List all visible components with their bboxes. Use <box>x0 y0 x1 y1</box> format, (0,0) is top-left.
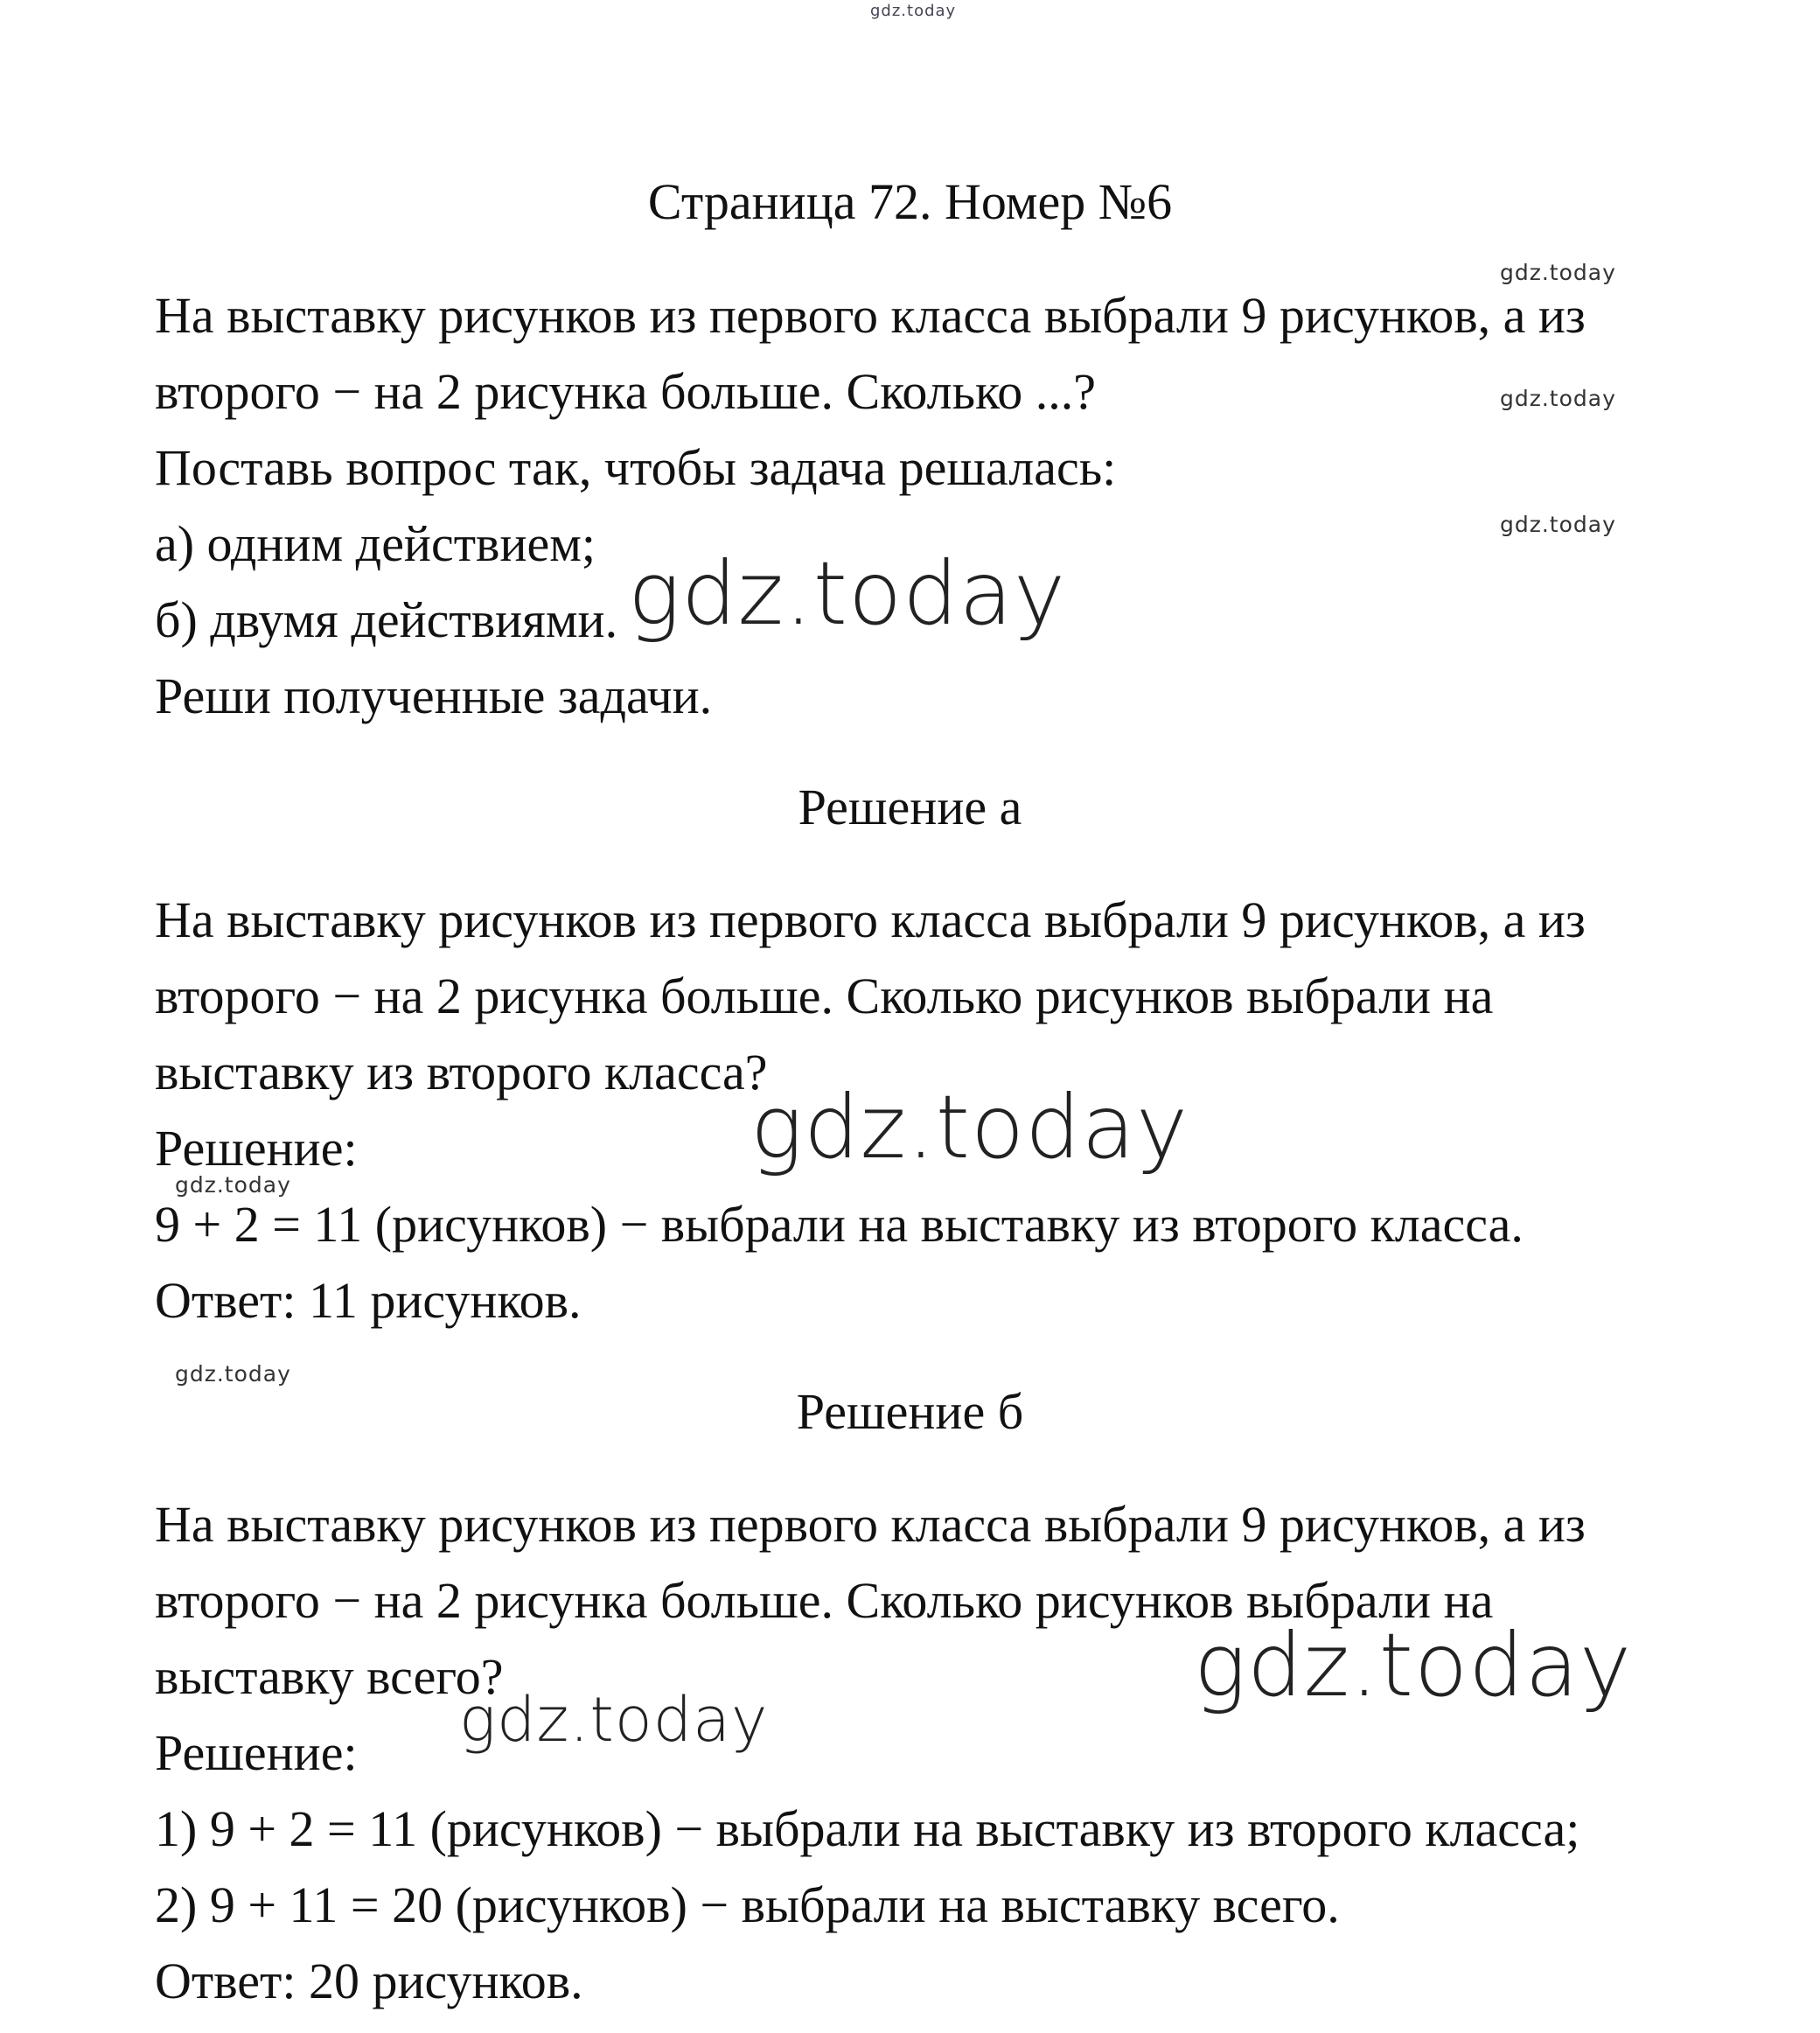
solution-a-line-5: 9 + 2 = 11 (рисунков) − выбрали на выставку из второго класса. <box>155 1196 1524 1253</box>
solution-a-line-3: выставку из второго класса? <box>155 1044 768 1100</box>
solution-a-line-1: На выставку рисунков из первого класса выбрали 9 рисунков, а из <box>155 891 1586 948</box>
task-line-6: Реши полученные задачи. <box>155 667 713 724</box>
solution-a-line-2: второго − на 2 рисунка больше. Сколько рисунков выбрали на <box>155 968 1494 1024</box>
watermark-small-1: gdz.today <box>1500 260 1616 285</box>
solution-b-line-2: второго − на 2 рисунка больше. Сколько рисунков выбрали на <box>155 1572 1494 1629</box>
task-line-2: второго − на 2 рисунка больше. Сколько ...? <box>155 363 1097 420</box>
page-title: Страница 72. Номер №6 <box>647 173 1173 230</box>
solution-b-line-5: 1) 9 + 2 = 11 (рисунков) − выбрали на выставку из второго класса; <box>155 1800 1580 1857</box>
watermark-small-3: gdz.today <box>1500 512 1616 537</box>
solution-b-heading: Решение б <box>796 1383 1024 1440</box>
task-line-4: а) одним действием; <box>155 515 596 572</box>
solution-b-line-3: выставку всего? <box>155 1648 504 1705</box>
solution-b-line-1: На выставку рисунков из первого класса выбрали 9 рисунков, а из <box>155 1496 1586 1553</box>
solution-b-line-4: Решение: <box>155 1724 358 1781</box>
task-line-5: б) двумя действиями. <box>155 591 618 648</box>
solution-a-line-4: Решение: <box>155 1120 358 1177</box>
watermark-small-4: gdz.today <box>175 1172 291 1198</box>
watermark-large-1: gdz.today <box>628 542 1067 645</box>
solution-a-heading: Решение а <box>798 779 1022 835</box>
watermark-top: gdz.today <box>870 2 957 20</box>
watermark-medium-1: gdz.today <box>459 1684 769 1756</box>
solution-a-line-6: Ответ: 11 рисунков. <box>155 1272 582 1329</box>
watermark-small-2: gdz.today <box>1500 386 1616 411</box>
solution-b-line-7: Ответ: 20 рисунков. <box>155 1953 583 2009</box>
task-line-3: Поставь вопрос так, чтобы задача решалась: <box>155 439 1117 496</box>
watermark-large-2: gdz.today <box>750 1076 1189 1178</box>
solution-b-line-6: 2) 9 + 11 = 20 (рисунков) − выбрали на выставку всего. <box>155 1876 1340 1933</box>
watermark-small-5: gdz.today <box>175 1361 291 1387</box>
task-line-1: На выставку рисунков из первого класса выбрали 9 рисунков, а из <box>155 287 1586 344</box>
watermark-large-3: gdz.today <box>1194 1614 1633 1716</box>
